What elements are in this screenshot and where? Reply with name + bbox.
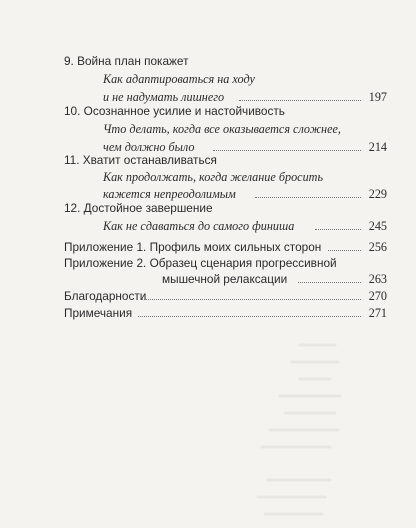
- chapter-12-subtitle-line1: Как не сдаваться до самого финиша: [103, 219, 295, 233]
- chapter-12-title: 12. Достойное завершение: [64, 201, 213, 215]
- chapter-9-subtitle-line2: и не надумать лишнего: [103, 90, 225, 104]
- chapter-10-title: 10. Осознанное усилие и настойчивость: [64, 104, 285, 118]
- chapter-9-page-number: 197: [368, 90, 387, 104]
- appendix-1-page-number: 256: [368, 240, 387, 254]
- chapter-10-subtitle-line2: чем должно было: [103, 140, 195, 154]
- chapter-11-page-number: 229: [368, 187, 387, 201]
- appendix-2-title-line2: мышечной релаксации: [162, 272, 288, 286]
- chapter-9-title: 9. Война план покажет: [64, 54, 189, 68]
- chapter-10-page-number: 214: [368, 140, 387, 154]
- appendix-2-page-number: 263: [368, 272, 387, 286]
- appendix-1-title: Приложение 1. Профиль моих сильных сторон: [64, 240, 322, 254]
- acknowledgements-title: Благодарности: [64, 289, 147, 303]
- chapter-9-subtitle-line1: Как адаптироваться на ходу: [103, 72, 255, 86]
- acknowledgements-page-number: 270: [368, 289, 387, 303]
- chapter-11-title: 11. Хватит останавливаться: [64, 153, 217, 167]
- chapter-12-page-number: 245: [368, 219, 387, 233]
- appendix-2-title-line1: Приложение 2. Образец сценария прогрессивной: [64, 256, 337, 270]
- chapter-11-subtitle-line2: кажется непреодолимым: [103, 187, 236, 201]
- chapter-11-subtitle-line1: Как продолжать, когда желание бросить: [103, 170, 324, 184]
- notes-page-number: 271: [368, 306, 387, 320]
- chapter-10-subtitle-line1: Что делать, когда все оказывается сложнее,: [103, 122, 341, 136]
- notes-title: Примечания: [64, 306, 133, 320]
